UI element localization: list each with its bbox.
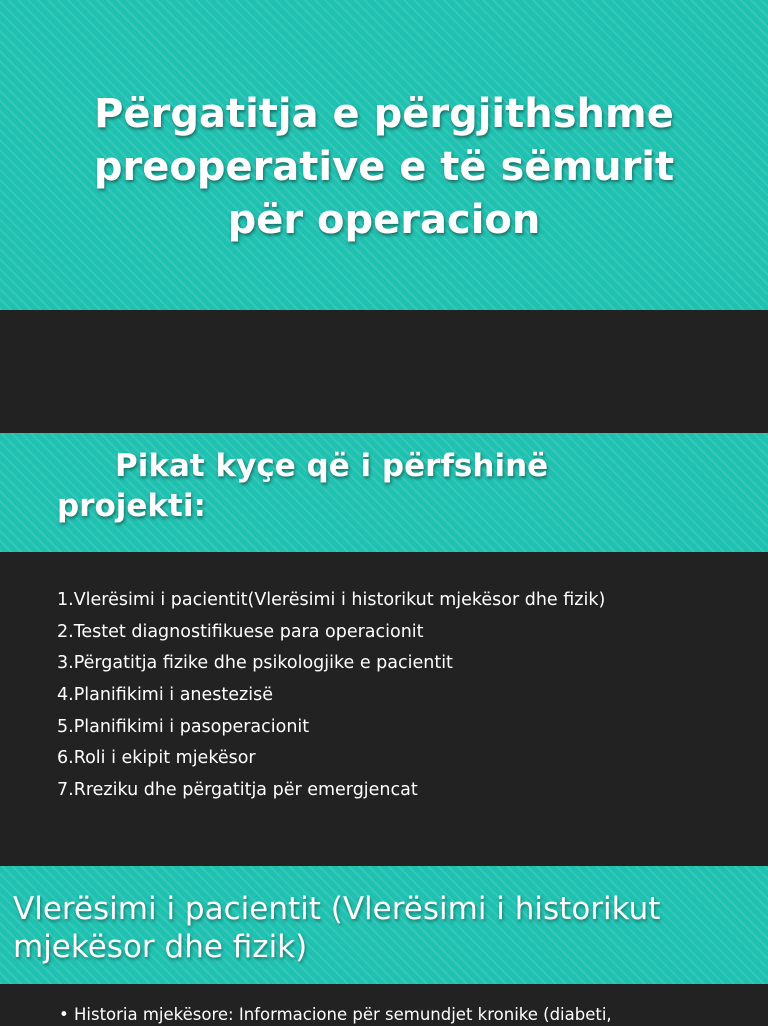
- heading-line: projekti:: [57, 488, 206, 524]
- heading-line: Pikat kyçe që i përfshinë: [115, 448, 549, 484]
- list-item: 1.Vlerësimi i pacientit(Vlerësimi i historikut mjekësor dhe fizik): [57, 590, 606, 610]
- list-item: 6.Roli i ekipit mjekësor: [57, 748, 256, 769]
- list-item: 5.Planifikimi i pasoperacionit: [57, 716, 310, 737]
- slide-title: [0, 88, 768, 247]
- list-item: 3.Përgatitja fizike dhe psikologjike e pacientit: [57, 653, 453, 674]
- bullet-item: • Historia mjekësore: Informacione për semundjet kronike (diabeti,: [59, 1005, 612, 1024]
- slide-title-line: për operacion: [227, 197, 541, 243]
- list-item: 4.Planifikimi i anestezisë: [57, 685, 273, 706]
- key-points-list: [57, 585, 605, 807]
- heading-line: Vlerësimi i pacientit (Vlerësimi i historikut: [13, 891, 661, 927]
- heading-line: mjekësor dhe fizik): [13, 929, 308, 965]
- key-points-heading: [57, 446, 548, 526]
- list-item: 7.Rreziku dhe përgatitja për emergjencat: [57, 780, 418, 801]
- slide-title-line: Përgatitja e përgjithshme: [94, 91, 674, 137]
- title-slide-body: [0, 310, 768, 433]
- list-item: 2.Testet diagnostifikuese para operacionit: [57, 621, 424, 642]
- slide-title-line: preoperative e të sëmurit: [93, 144, 675, 190]
- assessment-heading: [13, 890, 660, 966]
